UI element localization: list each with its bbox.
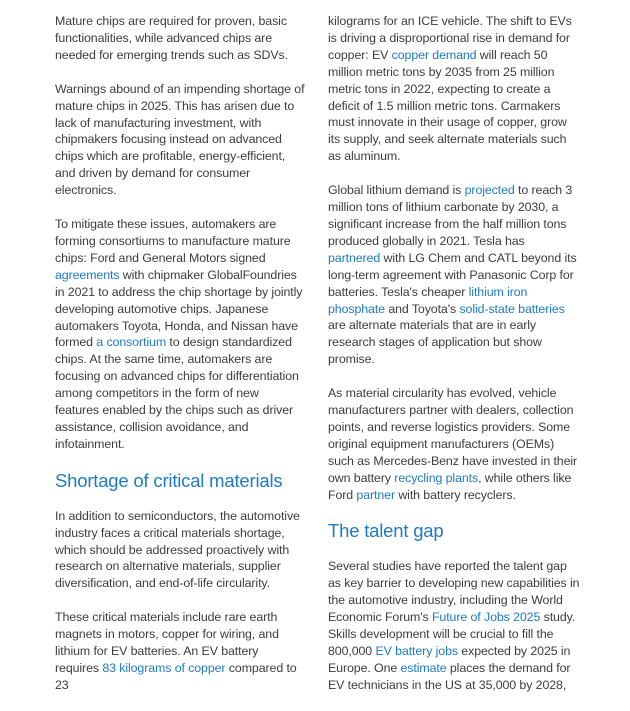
link-partner[interactable]: partner	[356, 487, 395, 502]
text-run: Global lithium demand is	[328, 183, 465, 198]
text-run: expected by 2025 in Europe. One	[328, 644, 571, 675]
link-ev-battery-jobs[interactable]: EV battery jobs	[375, 644, 458, 658]
link-consortium[interactable]: a consortium	[96, 335, 167, 350]
paragraph: In addition to semiconductors, the automotive industry faces a critical materials shortage, which should be addressed proactively with research on alternative materials, supplier diversification, and end-of-life circularity.	[55, 508, 300, 591]
text-run: study. Skills development will be crucial to fill the 800,000	[328, 610, 576, 658]
text-run: to design standardized chips. At the same time, automakers are focusing on advanced chips for differentiation among competitors in the form of new features enabled by the chips such as driver assistance, collision avoidance, and infotainment.	[55, 335, 299, 451]
text-run: are alternate materials that are in early research stages of application but show promise.	[328, 318, 542, 367]
link-estimate[interactable]: estimate	[400, 660, 447, 675]
link-agreements[interactable]: agreements	[55, 267, 120, 282]
paragraph: Warnings abound of an impending shortage of mature chips in 2025. This has arisen due to lack of manufacturing investment, with chipmakers focusing instead on advanced chips which are profitable, energy-efficient, and driven by demand for consumer electronics.	[55, 81, 305, 198]
link-future-of-jobs-2025[interactable]: Future of Jobs 2025	[431, 610, 541, 625]
link-projected[interactable]: projected	[464, 183, 515, 198]
text-run: As material circularity has evolved, vehicle manufacturers partner with dealers, collection points, and reverse logistics providers. Some original equipment manufacturers (OEMs) such as Mercedes-Benz have invested in their own battery	[328, 386, 578, 485]
text-run: These critical materials include rare earth magnets in motors, copper for wiring, and lithium for EV batteries. An EV battery requires	[55, 610, 279, 675]
text-run: , while others like Ford	[328, 470, 572, 502]
text-run: with LG Chem and CATL beyond its long-term agreement with Panasonic Corp for batteries. Tesla's cheaper	[328, 250, 577, 299]
paragraph	[328, 558, 580, 693]
paragraph	[328, 182, 580, 368]
text-run: To mitigate these issues, automakers are forming consortiums to manufacture mature chips: Ford and General Motors signed	[55, 217, 291, 265]
section-heading-critical-materials: Shortage of critical materials	[55, 469, 283, 491]
paragraph	[55, 216, 305, 453]
left-column	[55, 13, 305, 711]
section-heading-talent-gap: The talent gap	[328, 520, 444, 542]
text-run: to reach 3 million tons of lithium carbonate by 2030, a significant increase from the half million tons produced globally in 2021. Tesla has	[328, 183, 573, 248]
text-run: Several studies have reported the talent gap as key barrier to developing new capabilities in the automotive industry, including the World Economic Forum's	[328, 559, 580, 625]
text-run: compared to 23	[55, 661, 297, 692]
paragraph	[55, 609, 305, 694]
text-run: places the demand for EV technicians in the US at 35,000 by 2028,	[328, 660, 571, 692]
text-run: with chipmaker GlobalFoundries in 2021 to address the chip shortage by jointly developing automotive chips. Japanese automakers Toyota, Honda, and Nissan have formed	[55, 267, 303, 350]
link-83-kilograms-copper[interactable]: 83 kilograms of copper	[102, 661, 226, 675]
link-solid-state-batteries[interactable]: solid-state batteries	[459, 301, 565, 316]
text-run: with battery recyclers.	[394, 487, 516, 502]
link-partnered[interactable]: partnered	[328, 250, 381, 265]
paragraph	[328, 385, 580, 503]
link-copper-demand[interactable]: copper demand	[391, 47, 477, 62]
text-run: will reach 50 million metric tons by 2035 from 25 million metric tons in 2022, expecting to create a deficit of 1.5 million metric tons. Carmakers must innovate in their usage of copper, grow its supply, and seek alternate materials such as aluminum.	[328, 47, 567, 164]
link-lithium-iron-phosphate[interactable]: lithium iron phosphate	[328, 284, 528, 316]
paragraph	[328, 13, 580, 165]
paragraph: Mature chips are required for proven, basic functionalities, while advanced chips are needed for emerging trends such as SDVs.	[55, 14, 288, 62]
text-run: kilograms for an ICE vehicle. The shift to EVs is driving a disproportional rise in demand for copper: EV	[328, 14, 572, 62]
link-recycling-plants[interactable]: recycling plants	[394, 470, 479, 485]
text-run: and Toyota's	[384, 301, 460, 316]
right-column	[328, 13, 580, 711]
